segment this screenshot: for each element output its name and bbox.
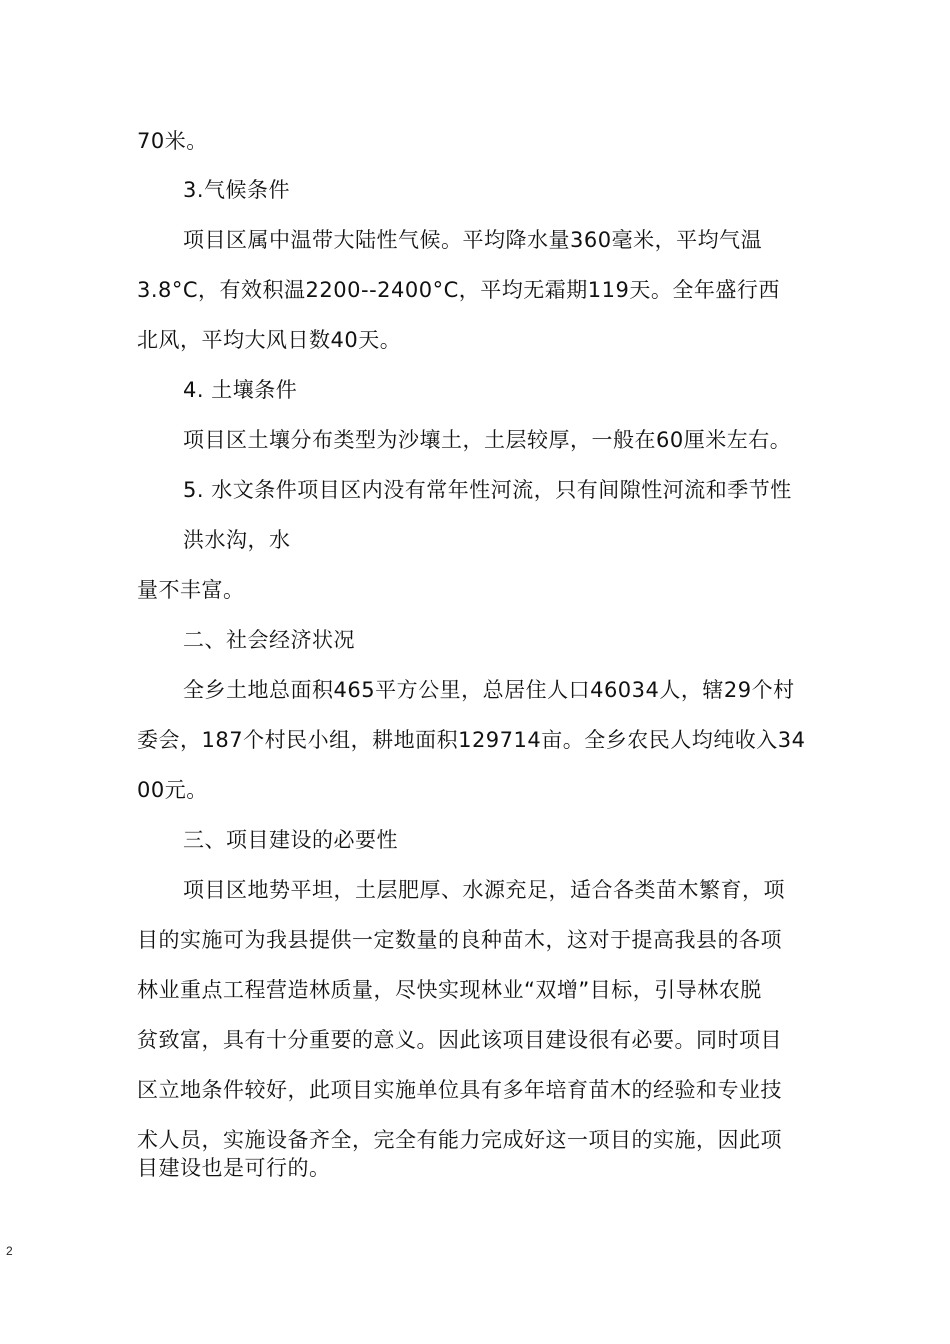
text-line: 项目区属中温带大陆性气候。平均降水量360毫米，平均气温 (183, 228, 763, 252)
text-line: 术人员，实施设备齐全，完全有能力完成好这一项目的实施，因此项 (137, 1128, 782, 1152)
text-line: 贫致富，具有十分重要的意义。因此该项目建设很有必要。同时项目 (137, 1028, 782, 1052)
text-line: 区立地条件较好，此项目实施单位具有多年培育苗木的经验和专业技 (137, 1078, 782, 1102)
section-heading-hydrology: 5. 水文条件项目区内没有常年性河流，只有间隙性河流和季节性 (183, 478, 792, 502)
text-line: 项目区地势平坦，土层肥厚、水源充足，适合各类苗木繁育，项 (183, 878, 785, 902)
section-heading-socioeconomic: 二、社会经济状况 (183, 628, 355, 652)
text-line: 全乡土地总面积465平方公里，总居住人口46034人，辖29个村 (183, 678, 795, 702)
text-line: 北风，平均大风日数40天。 (137, 328, 402, 352)
text-line: 林业重点工程营造林质量，尽快实现林业“双增”目标，引导林农脱 (137, 978, 762, 1002)
text-line: 量不丰富。 (137, 578, 245, 602)
section-heading-soil: 4. 土壤条件 (183, 378, 298, 402)
section-heading-climate: 3.气候条件 (183, 178, 291, 202)
text-line: 70米。 (137, 129, 208, 153)
text-line: 3.8°C，有效积温2200--2400°C，平均无霜期119天。全年盛行西 (137, 278, 780, 302)
section-heading-necessity: 三、项目建设的必要性 (183, 828, 398, 852)
text-line: 洪水沟，水 (183, 528, 291, 552)
text-line: 项目区土壤分布类型为沙壤土，土层较厚，一般在60厘米左右。 (183, 428, 792, 452)
text-line: 目的实施可为我县提供一定数量的良种苗木，这对于提高我县的各项 (137, 928, 782, 952)
text-line: 目建设也是可行的。 (137, 1156, 331, 1180)
text-line: 00元。 (137, 778, 208, 802)
page-number: 2 (6, 1244, 13, 1258)
text-line: 委会，187个村民小组，耕地面积129714亩。全乡农民人均纯收入34 (137, 728, 806, 752)
